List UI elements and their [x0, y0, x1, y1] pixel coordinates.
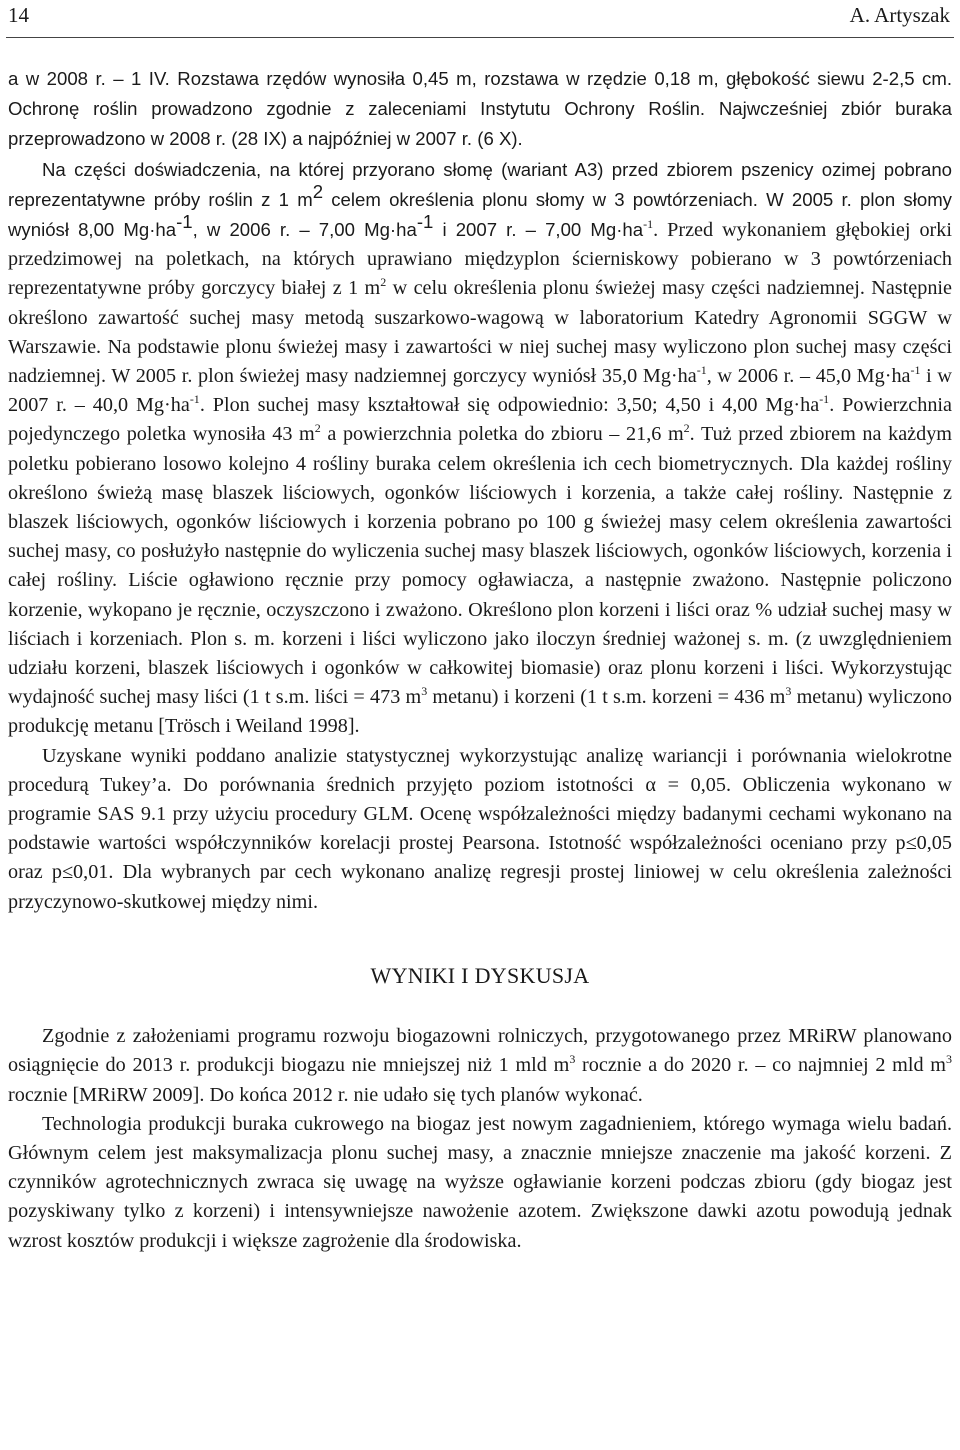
running-header — [8, 0, 950, 30]
superscript: -1 — [189, 392, 200, 407]
superscript: 2 — [683, 421, 690, 436]
text-run: w celu określenia plonu świeżej masy części nadziemnej. Następnie określono zawartość suchej masy metodą suszarkowo-wagową w laboratorium Katedry Agronomii SGGW w Warszawie. Na podstawie plonu świeżej masy i zawartości w niej suchej masy wyliczono plon suchej masy części nadziemnej. W 2005 r. plon świeżej masy nadziemnej gorczycy wyniósł 35,0 Mg·ha — [8, 277, 952, 388]
text-run: , w 2006 r. – 45,0 Mg·ha — [706, 365, 911, 388]
text-run: a w 2008 r. – 1 IV. Rozstawa rzędów wynosiła 0,45 m, rozstawa w rzędzie 0,18 m, głębokość siewu 2-2,5 cm. Ochronę roślin prowadzono zgodnie z zaleceniami Instytutu Ochrony Roślin. Najwcześniej zbiór buraka przeprowadzono w 2008 r. (28 IX) a najpóźniej w 2007 r. (6 X). — [8, 68, 952, 150]
text-run: rocznie [MRiRW 2009]. Do końca 2012 r. nie udało się tych planów wykonać. — [8, 1083, 643, 1106]
superscript: 3 — [421, 684, 428, 699]
running-author: A. Artyszak — [849, 2, 950, 27]
superscript: -1 — [910, 363, 921, 378]
results-paragraph-1 — [8, 1022, 952, 1110]
text-run: Na części doświadczenia, na której przyorano słomę (wariant A3) przed zbiorem pszenicy ozimej pobrano reprezentatywne próby roślin z 1 m — [8, 158, 952, 210]
text-run: a powierzchnia poletka do zbioru – 21,6 m — [320, 423, 684, 446]
methods-paragraph-1 — [8, 64, 952, 155]
superscript: 3 — [785, 684, 792, 699]
page-number: 14 — [8, 2, 29, 27]
superscript: 2 — [380, 275, 387, 290]
text-run: . Powierzchnia pojedynczego poletka wynosiła 43 m — [8, 394, 952, 446]
superscript: 3 — [569, 1052, 576, 1067]
superscript: -1 — [696, 363, 707, 378]
text-run: metanu) wyliczono produkcję metanu [Trösch i Weiland 1998]. — [8, 686, 952, 738]
methods-paragraph-2 — [8, 155, 952, 742]
text-run: . Tuż przed zbiorem na każdym poletku pobierano losowo kolejno 4 rośliny buraka celem określenia ich cech biometrycznych. Dla każdej rośliny określono świeżą masę blaszek liściowych, ogonków liściowych i korzenia, a także całej rośliny. Następnie z blaszek liściowych, ogonków liściowych i korzenia pobrano po 100 g świeżej masy celem określenia zawartości suchej masy, co posłużyło następnie do wyliczenia suchej masy blaszek liściowych, ogonków liściowych, korzenia i całej rośliny. Liście ogławiono ręcznie przy pomocy ogławiacza, a następnie zważono. Następnie policzono korzenie, wykopano je ręcznie, oczyszczono i zważono. Określono plon korzeni i liści oraz % udział suchej masy w liściach i korzeniach. Plon s. m. korzeni i liści wyliczono jako iloczyn średniej ważonej s. m. (z uwzględnieniem udziału korzeni, blaszek liściowych i ogonków w całkowitej biomasie) oraz plonu korzeni i liści. Wykorzystując wydajność suchej masy liści (1 t s.m. liści = 473 m — [8, 423, 952, 709]
section-heading: WYNIKI I DYSKUSJA — [370, 962, 590, 988]
superscript: 2 — [314, 421, 321, 436]
superscript: -1 — [643, 217, 654, 232]
superscript: -1 — [819, 392, 830, 407]
superscript: 2 — [312, 180, 324, 202]
methods-paragraph-3: Uzyskane wyniki poddano analizie statystycznej wykorzystując analizę wariancji i porównania wielokrotne procedurą Tukey’a. Do porównania średnich przyjęto poziom istotności α = 0,05. Obliczenia wykonano w programie SAS 9.1 przy użyciu procedury GLM. Ocenę współzależności między badanymi cechami wykonano na podstawie wartości współczynników korelacji prostej Pearsona. Istotność współzależności oceniano przy p≤0,05 oraz p≤0,01. Dla wybranych par cech wykonano analizę regresji prostej liniowej w celu określenia zależności przyczynowo-skutkowej między nimi. — [8, 744, 952, 913]
superscript: -1 — [416, 211, 434, 233]
text-run: metanu) i korzeni (1 t s.m. korzeni = 436 m — [427, 686, 786, 709]
superscript: -1 — [176, 211, 193, 233]
text-run: celem określenia plonu słomy w 3 powtórzeniach. W 2005 r. plon słomy wyniósł 8,00 Mg·ha — [8, 188, 952, 241]
text-run: Zgodnie z założeniami programu rozwoju biogazowni rolniczych, przygotowanego przez MRiRW planowano osiągnięcie do 2013 r. produkcji biogazu nie mniejszej niż 1 mld m — [8, 1025, 952, 1077]
text-run: rocznie a do 2020 r. – co najmniej 2 mld m — [575, 1054, 946, 1077]
body-text — [8, 64, 952, 1256]
text-run: i 2007 r. – 7,00 Mg·ha — [433, 219, 644, 241]
text-run: . Plon suchej masy kształtował się odpowiednio: 3,50; 4,50 i 4,00 Mg·ha — [199, 394, 820, 417]
text-run: . Przed wykonaniem głębokiej orki przedzimowej na poletkach, na których uprawiano międzyplon ścierniskowy pobierano w 3 powtórzeniach reprezentatywne próby gorczycy białej z 1 m — [8, 219, 952, 300]
superscript: 3 — [946, 1052, 952, 1067]
text-run: , w 2006 r. – 7,00 Mg·ha — [192, 219, 417, 241]
header-rule — [6, 37, 954, 38]
text-run: i w 2007 r. – 40,0 Mg·ha — [8, 365, 952, 417]
results-paragraph-2: Technologia produkcji buraka cukrowego na biogaz jest nowym zagadnieniem, którego wymaga wielu badań. Głównym celem jest maksymalizacja plonu suchej masy, a znacznie mniejsze znaczenie ma jakość korzeni. Z czynników agrotechnicznych zwraca się uwagę na wyższe ogławianie korzeni podczas zbioru (gdy biogaz jest pozyskiwany tylko z korzeni) i intensywniejsze nawożenie azotem. Zwiększone dawki azotu powodują jednak wzrost kosztów produkcji i większe zagrożenie dla środowiska. — [8, 1112, 952, 1252]
